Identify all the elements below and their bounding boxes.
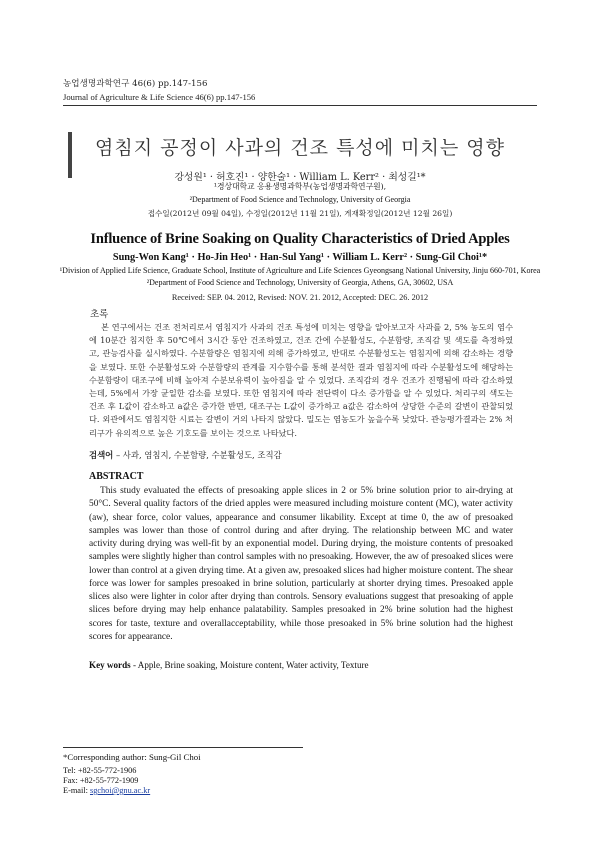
header-rule [63,105,537,106]
footnote-email [63,786,150,796]
english-affiliation-2: ²Department of Food Science and Technology, University of Georgia, Athens, GA, 30602, USA [146,278,454,287]
english-affiliation-1: ¹Division of Applied Life Science, Graduate School, Institute of Agriculture and Life Sciences Gyeongsang National University, Jinju 660-701, Korea [59,266,541,275]
english-keywords [89,660,369,670]
english-title: Influence of Brine Soaking on Quality Characteristics of Dried Apples [90,231,510,247]
korean-title: 염침지 공정이 사과의 건조 특성에 미치는 영향 [95,137,505,159]
journal-header-korean: 농업생명과학연구 46(6) pp.147-156 [63,79,208,89]
english-dates: Received: SEP. 04. 2012, Revised: NOV. 21. 2012, Accepted: DEC. 26. 2012 [171,293,429,302]
korean-dates: 접수일(2012년 09월 04일), 수정일(2012년 11월 21일), 게재확정일(2012년 12월 26일) [147,209,453,218]
corresponding-author: *Corresponding author: Sung-Gil Choi [63,752,201,762]
korean-affiliation-2: ²Department of Food Science and Technology, University of Georgia [189,195,411,204]
abstract-heading: ABSTRACT [89,471,144,482]
footnote-email-label: E-mail: [63,786,88,795]
korean-keywords-text: – 사과, 염침지, 수분함량, 수분활성도, 조직감 [115,450,282,460]
english-keywords-label: Key words [89,660,131,670]
korean-abstract-body: 본 연구에서는 건조 전처리로서 염침지가 사과의 건조 특성에 미치는 영향을 알아보고자 사과를 2, 5% 농도의 염수에 10분간 침지한 후 50℃에서 3시간 동안 건조하였고, 건조 간에 수분활성도, 수분함량, 조직감 및 색도를 측정하였고, 관능검사를 실시하였다. 수분함량은 염침지에 의해 증가하였고, 반대로 수분활성도는 염침지에 의해 감소하는 경향을 보였다. 또한 수분활성도와 수분함량의 관계를 지수함수를 통해 분석한 결과 염침지에 따라 수분활성도에 해당하는 수분함량이 대조구에 비해 높아져 수분보유력이 높아짐을 알 수 있었다. 조직감의 경우 건조가 진행됨에 따라 감소하였는데, 5%에서 가장 균일한 감소를 보였다. 또한 염침지에 따라 전단력이 다소 증가함을 알 수 있었다. 처리구의 색도는 건조 후 L값이 감소하고 a값은 증가한 반면, 대조구는 L값이 증가하고 a값은 감소하여 상당한 수준의 갈변이 관찰되었다. 외관에서도 염침지한 시료는 갈변이 거의 나타지 않았다. 밀도는 염농도가 높을수록 낮았다. 관능평가결과는 2% 처리구가 유의적으로 높은 기호도를 보이는 것으로 나타났다. [89,322,513,438]
korean-keywords [89,449,282,461]
email-link[interactable]: sgchoi@gnu.ac.kr [89,786,151,795]
journal-header-english: Journal of Agriculture & Life Science 46(6) pp.147-156 [63,92,256,102]
korean-affiliation-1: ¹경상대학교 응용생명과학부(농업생명과학연구원), [213,182,387,191]
korean-abstract-heading: 초록 [90,309,109,320]
english-keywords-text: - Apple, Brine soaking, Moisture content, Water activity, Texture [132,660,369,670]
korean-keywords-label: 검색어 [89,450,114,460]
english-abstract-body: This study evaluated the effects of presoaking apple slices in 2 or 5% brine solution prior to air-drying at 50°C. Several quality factors of the dried apples were measured including moisture content (MC), water activity (aw), shear force, color values, appearance and consumer likability. Except at time 0, the aw of presoaked samples was lower than those of control during and after drying. The relationship between MC and water activity during drying was well-fit by an exponential model. During drying, the moisture contents of presoaked samples were slightly higher than control samples with no presoaking. However, the aw of presoaked slices were lower than control at a given drying time. At a given aw, presoaked slices had higher moisture content. The shear force was lower for samples presoaked in brine solution, particularly at shorter drying times. Presoaked apple slices also were lighter in color after drying than controls. Sensory evaluations suggest that presoaking of apple slices before drying may help enhance palatability. Samples presoaked in 2% brine solution had the highest scores for taste, texture and overallacceptability, while those presoaked in 5% brine solution had the highest scores for appearance. [89,486,513,642]
english-authors: Sung-Won Kang¹ · Ho-Jin Heo¹ · Han-Sul Yang¹ · William L. Kerr² · Sung-Gil Choi¹* [112,252,488,263]
footnote-fax: Fax: +82-55-772-1909 [63,776,139,785]
korean-authors: 강성원¹ · 허호진¹ · 양한술¹ · William L. Kerr² · 최성길¹* [174,172,426,183]
footnote-tel: Tel: +82-55-772-1906 [63,766,137,775]
footnote-rule [63,747,303,748]
